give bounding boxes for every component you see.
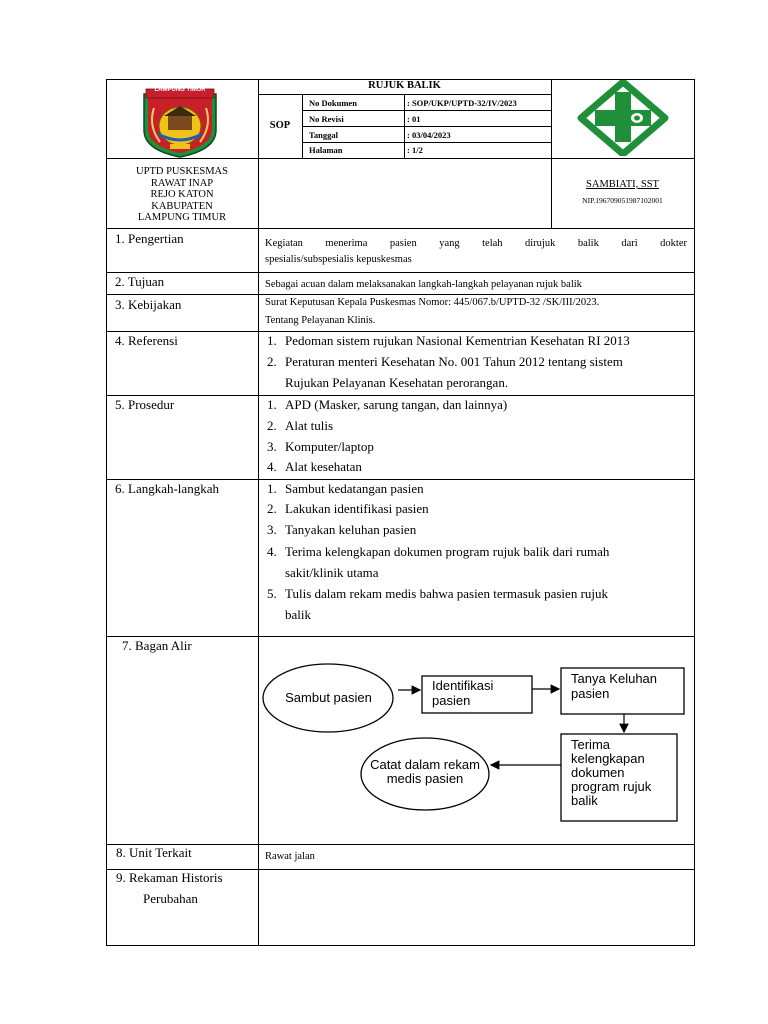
meta-value-no-dokumen: : SOP/UKP/UPTD-32/IV/2023: [407, 98, 517, 108]
org-line: REJO KATON: [150, 189, 214, 200]
kebijakan-text-line1: Surat Keputusan Kepala Puskesmas Nomor: 445/067.b/UPTD-32 /SK/III/2023.: [265, 297, 600, 308]
tujuan-text: Sebagai acuan dalam melaksanakan langkah-langkah pelayanan rujuk balik: [265, 279, 582, 290]
flow-label-identifikasi: pasien: [432, 693, 471, 708]
row-line: [106, 844, 695, 845]
meta-label-no-revisi: No Revisi: [309, 114, 344, 124]
langkah-item: Sambut kedatangan pasien: [285, 481, 424, 496]
row-line: [106, 272, 695, 273]
langkah-item-number: 1.: [267, 481, 277, 496]
flow-label-terima: kelengkapan: [571, 751, 645, 766]
flow-label-catat: medis pasien: [386, 771, 464, 786]
section-label-rekaman: 9. Rekaman Historis: [116, 870, 223, 885]
org-line: RAWAT INAP: [150, 177, 214, 189]
meta-value-tanggal: : 03/04/2023: [407, 130, 451, 140]
langkah-item-continuation: balik: [285, 607, 311, 622]
flow-label-sambut: Sambut pasien: [285, 690, 372, 705]
section-label-referensi: 4. Referensi: [115, 333, 178, 348]
referensi-item-number: 2.: [267, 354, 277, 369]
document-title: RUJUK BALIK: [368, 80, 441, 91]
flow-label-terima: dokumen: [571, 765, 625, 780]
org-line: UPTD PUSKESMAS: [136, 166, 228, 177]
referensi-item: Peraturan menteri Kesehatan No. 001 Tahun 2012 tentang sistem: [285, 354, 623, 369]
langkah-item-number: 4.: [267, 544, 277, 559]
kebijakan-text-line2: Tentang Pelayanan Klinis.: [265, 315, 376, 326]
row-line: [106, 479, 695, 480]
section-label-bagan-alir: 7. Bagan Alir: [122, 638, 192, 653]
pengertian-text-line1: Kegiatan menerima pasien yang telah dirujuk balik dari dokter: [265, 238, 687, 249]
prosedur-item-number: 3.: [267, 439, 277, 454]
prosedur-item-number: 4.: [267, 459, 277, 474]
langkah-item-continuation: sakit/klinik utama: [285, 565, 379, 580]
section-label-prosedur: 5. Prosedur: [115, 397, 175, 412]
meta-value-no-revisi: : 01: [407, 114, 421, 124]
prosedur-item: Alat tulis: [285, 418, 334, 433]
section-label-unit-terkait: 8. Unit Terkait: [116, 845, 192, 860]
section-label-langkah: 6. Langkah-langkah: [115, 481, 219, 496]
flowchart: [258, 636, 694, 844]
table-border-right: [694, 79, 695, 946]
langkah-item-number: 5.: [267, 586, 277, 601]
signer-name: SAMBIATI, SST: [586, 179, 659, 190]
meta-label-no-dokumen: No Dokumen: [309, 98, 357, 108]
meta-label-halaman: Halaman: [309, 145, 343, 155]
org-line: LAMPUNG TIMUR: [137, 212, 227, 223]
row-line: [106, 395, 695, 396]
prosedur-item: Komputer/laptop: [285, 439, 374, 454]
prosedur-item: Alat kesehatan: [285, 459, 362, 474]
lampung-timur-seal-icon: [140, 86, 220, 158]
referensi-item: Pedoman sistem rujukan Nasional Kementrian Kesehatan RI 2013: [285, 333, 630, 348]
signer-column-divider: [551, 79, 552, 229]
organization-name: [106, 166, 258, 224]
langkah-item: Terima kelengkapan dokumen program rujuk balik dari rumah: [285, 544, 610, 559]
flow-label-terima: Terima: [571, 737, 611, 752]
flow-label-terima: balik: [571, 793, 598, 808]
section-label-tujuan: 2. Tujuan: [115, 274, 165, 289]
pengertian-text-line2: spesialis/subspesialis kepuskesmas: [265, 254, 412, 265]
meta-row-line: [302, 142, 551, 143]
meta-row-line: [302, 126, 551, 127]
org-line: KABUPATEN: [151, 200, 213, 212]
flow-label-catat: Catat dalam rekam: [370, 757, 480, 772]
header-divider: [106, 158, 695, 159]
langkah-item-number: 3.: [267, 522, 277, 537]
langkah-item: Lakukan identifikasi pasien: [285, 501, 429, 516]
signer-nip: NIP.196709051987102001: [582, 196, 663, 205]
flow-label-tanya: pasien: [571, 686, 610, 701]
seal-banner-text: LAMPUNG TIMUR: [154, 87, 206, 93]
meta-value-halaman: : 1/2: [407, 145, 423, 155]
referensi-item-number: 1.: [267, 333, 277, 348]
langkah-item: Tulis dalam rekam medis bahwa pasien termasuk pasien rujuk: [285, 586, 609, 601]
langkah-item-number: 2.: [267, 501, 277, 516]
puskesmas-cross-icon: [577, 80, 669, 156]
section-label-rekaman-line2: Perubahan: [143, 891, 198, 906]
unit-terkait-text: Rawat jalan: [265, 851, 315, 862]
sop-label: SOP: [269, 120, 291, 131]
prosedur-item-number: 2.: [267, 418, 277, 433]
flow-label-terima: program rujuk: [571, 779, 652, 794]
prosedur-item: APD (Masker, sarung tangan, dan lainnya): [285, 397, 508, 412]
section-label-pengertian: 1. Pengertian: [115, 231, 184, 246]
flow-label-identifikasi: Identifikasi: [432, 678, 494, 693]
table-border-bottom: [106, 945, 695, 946]
section-label-kebijakan: 3. Kebijakan: [115, 297, 182, 312]
row-line: [106, 331, 695, 332]
meta-label-tanggal: Tanggal: [309, 130, 338, 140]
referensi-item-continuation: Rujukan Pelayanan Kesehatan perorangan.: [285, 375, 509, 390]
flow-label-tanya: Tanya Keluhan: [571, 671, 658, 686]
prosedur-item-number: 1.: [267, 397, 277, 412]
row-line: [106, 294, 695, 295]
meta-row-line: [302, 110, 551, 111]
header-bottom: [106, 228, 695, 229]
langkah-item: Tanyakan keluhan pasien: [285, 522, 417, 537]
